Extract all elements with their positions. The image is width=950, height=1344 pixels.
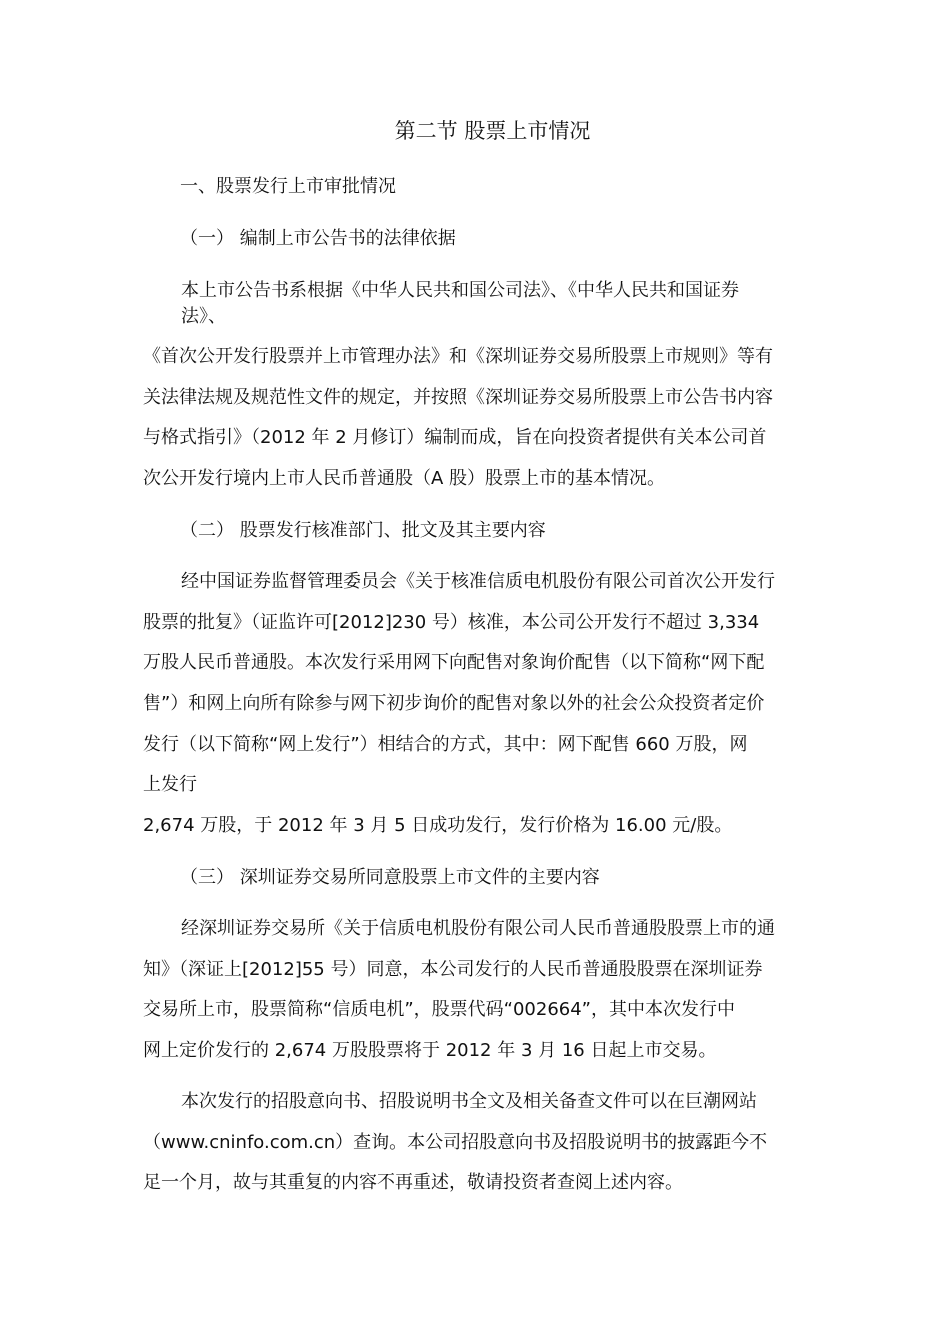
paragraph-line: 知》（深证上[2012]55 号）同意，本公司发行的人民币普通股股票在深圳证券 <box>143 959 763 980</box>
paragraph-line: 法》、 <box>181 306 226 327</box>
paragraph-line: 售”）和网上向所有除参与网下初步询价的配售对象以外的社会公众投资者定价 <box>143 693 765 714</box>
paragraph-line: 网上定价发行的 2,674 万股股票将于 2012 年 3 月 16 日起上市交易。 <box>143 1040 717 1061</box>
subsection-heading-2: （二） 股票发行核准部门、批文及其主要内容 <box>180 520 546 541</box>
paragraph-line: 次公开发行境内上市人民币普通股（A 股）股票上市的基本情况。 <box>143 468 666 489</box>
paragraph-line: 2,674 万股，于 2012 年 3 月 5 日成功发行，发行价格为 16.00 元/股。 <box>143 815 733 836</box>
subsection-heading-3: （三） 深圳证券交易所同意股票上市文件的主要内容 <box>180 867 600 888</box>
paragraph-line: 股票的批复》（证监许可[2012]230 号）核准，本公司公开发行不超过 3,334 <box>143 612 760 633</box>
paragraph-line: 万股人民币普通股。本次发行采用网下向配售对象询价配售（以下简称“网下配 <box>143 652 765 673</box>
paragraph-line: 本上市公告书系根据《中华人民共和国公司法》、《中华人民共和国证券 <box>181 280 739 301</box>
paragraph-line: 足一个月，故与其重复的内容不再重述，敬请投资者查阅上述内容。 <box>143 1172 683 1193</box>
section-heading: 一、股票发行上市审批情况 <box>180 176 396 197</box>
paragraph-line: 上发行 <box>143 774 197 795</box>
paragraph-line: （www.cninfo.com.cn）查询。本公司招股意向书及招股说明书的披露距今不 <box>143 1132 768 1153</box>
paragraph-line: 经中国证券监督管理委员会《关于核准信质电机股份有限公司首次公开发行 <box>181 571 775 592</box>
paragraph-line: 发行（以下简称“网上发行”）相结合的方式，其中：网下配售 660 万股，网 <box>143 734 748 755</box>
paragraph-line: 经深圳证券交易所《关于信质电机股份有限公司人民币普通股股票上市的通 <box>181 918 775 939</box>
paragraph-line: 《首次公开发行股票并上市管理办法》和《深圳证券交易所股票上市规则》等有 <box>143 346 773 367</box>
paragraph-line: 交易所上市，股票简称“信质电机”，股票代码“002664”，其中本次发行中 <box>143 999 736 1020</box>
subsection-heading-1: （一） 编制上市公告书的法律依据 <box>180 228 456 249</box>
paragraph-line: 关法律法规及规范性文件的规定，并按照《深圳证券交易所股票上市公告书内容 <box>143 387 773 408</box>
page-title: 第二节 股票上市情况 <box>394 119 591 143</box>
paragraph-line: 与格式指引》（2012 年 2 月修订）编制而成，旨在向投资者提供有关本公司首 <box>143 427 767 448</box>
paragraph-line: 本次发行的招股意向书、招股说明书全文及相关备查文件可以在巨潮网站 <box>181 1091 757 1112</box>
